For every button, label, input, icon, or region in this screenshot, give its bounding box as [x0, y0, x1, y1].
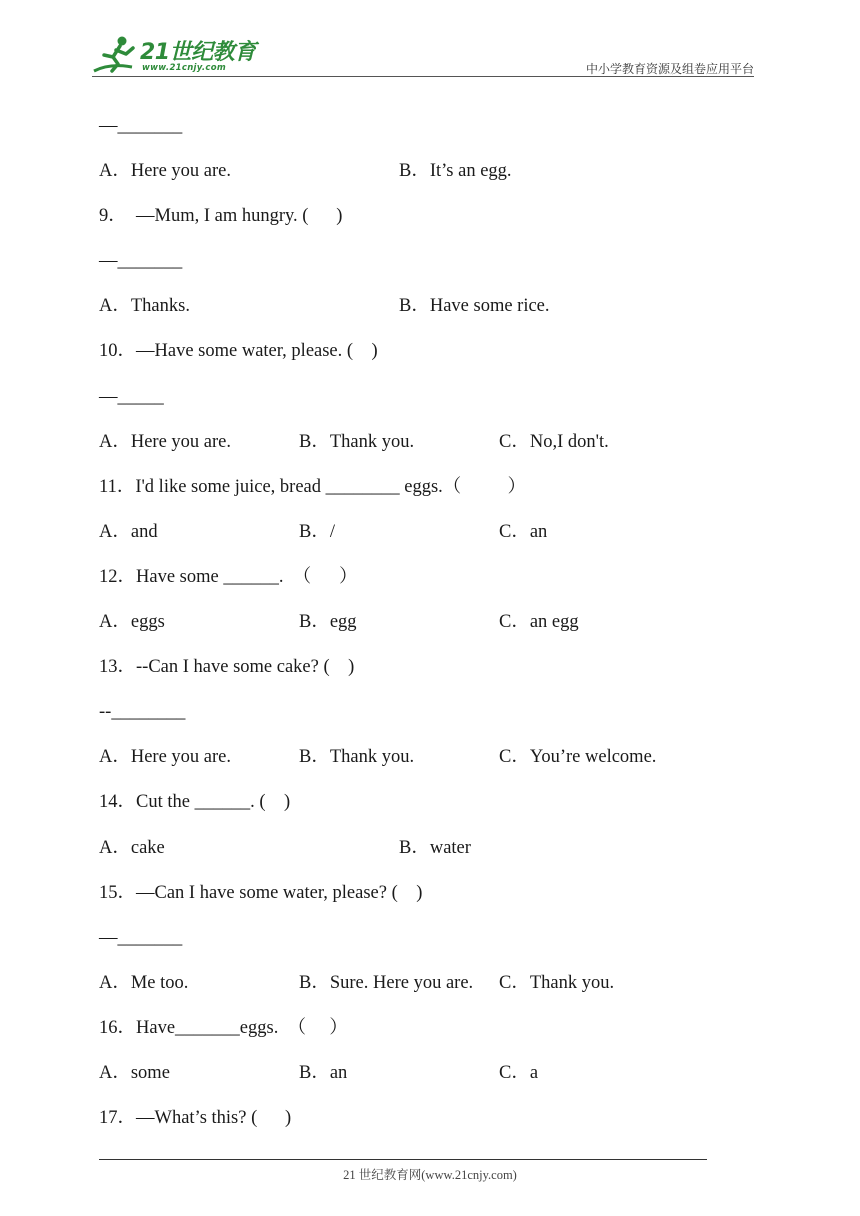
option-a: A．Here you are. — [99, 161, 232, 182]
option-b: B．Have some rice. — [399, 296, 550, 317]
option-a: A．Here you are. — [99, 431, 232, 452]
options-row — [99, 1051, 759, 1096]
platform-tagline: 中小学教育资源及组卷应用平台 — [585, 62, 754, 76]
question-line: —_______ — [99, 116, 183, 136]
options-row — [99, 510, 759, 555]
question-line: 14．Cut the ______. ( ) — [99, 792, 291, 813]
option-b: B．It’s an egg. — [399, 161, 512, 182]
logo-url: www.21cnjy.com — [142, 63, 226, 73]
options-row — [99, 961, 759, 1006]
option-a: A．Here you are. — [99, 747, 232, 768]
question-line: 12．Have some ______. （ ） — [99, 566, 358, 587]
question-line: 11．I'd like some juice, bread ________ eggs.（ ） — [99, 476, 527, 497]
question-line: —_______ — [99, 251, 183, 272]
options-row — [99, 600, 759, 645]
question-line: —_______ — [99, 927, 183, 948]
options-row — [99, 826, 759, 871]
option-c: C．No,I don't. — [499, 431, 609, 452]
option-a: A．some — [99, 1062, 170, 1083]
option-b: B．an — [299, 1062, 348, 1083]
header-divider — [92, 76, 754, 77]
question-line: --________ — [99, 702, 186, 723]
logo-text: 21世纪教育 — [140, 40, 256, 65]
question-line: 16．Have_______eggs. （ ） — [99, 1017, 348, 1038]
site-logo — [92, 33, 262, 79]
option-a: A．cake — [99, 837, 165, 858]
option-b: B．Thank you. — [299, 747, 415, 768]
page-header — [0, 0, 860, 80]
options-row — [99, 420, 759, 465]
option-c: C．You’re welcome. — [499, 747, 657, 768]
option-a: A．Thanks. — [99, 296, 190, 317]
options-row — [99, 284, 759, 329]
option-a: A．and — [99, 521, 158, 542]
option-c: C．a — [499, 1062, 539, 1083]
footer-divider — [99, 1159, 707, 1160]
option-b: B．water — [399, 837, 471, 858]
option-b: B．egg — [299, 612, 357, 633]
question-line: —_____ — [99, 386, 164, 407]
option-b: B．Sure. Here you are. — [299, 972, 474, 993]
option-a: A．Me too. — [99, 972, 189, 993]
option-c: C．Thank you. — [499, 972, 615, 993]
footer-copyright: 21 世纪教育网(www.21cnjy.com) — [343, 1168, 517, 1182]
runner-logo-icon — [92, 33, 140, 77]
question-line: 10．—Have some water, please. ( ) — [99, 341, 378, 362]
question-line: 13．--Can I have some cake? ( ) — [99, 657, 355, 678]
question-line: 9． —Mum, I am hungry. ( ) — [99, 206, 343, 227]
option-b: B．/ — [299, 521, 335, 542]
option-b: B．Thank you. — [299, 431, 415, 452]
options-row — [99, 149, 759, 194]
option-c: C．an — [499, 521, 548, 542]
option-c: C．an egg — [499, 612, 579, 633]
question-line: 17．—What’s this? ( ) — [99, 1108, 292, 1129]
options-row — [99, 735, 759, 780]
option-a: A．eggs — [99, 612, 165, 633]
question-list — [99, 104, 759, 1141]
question-line: 15．—Can I have some water, please? ( ) — [99, 882, 423, 903]
